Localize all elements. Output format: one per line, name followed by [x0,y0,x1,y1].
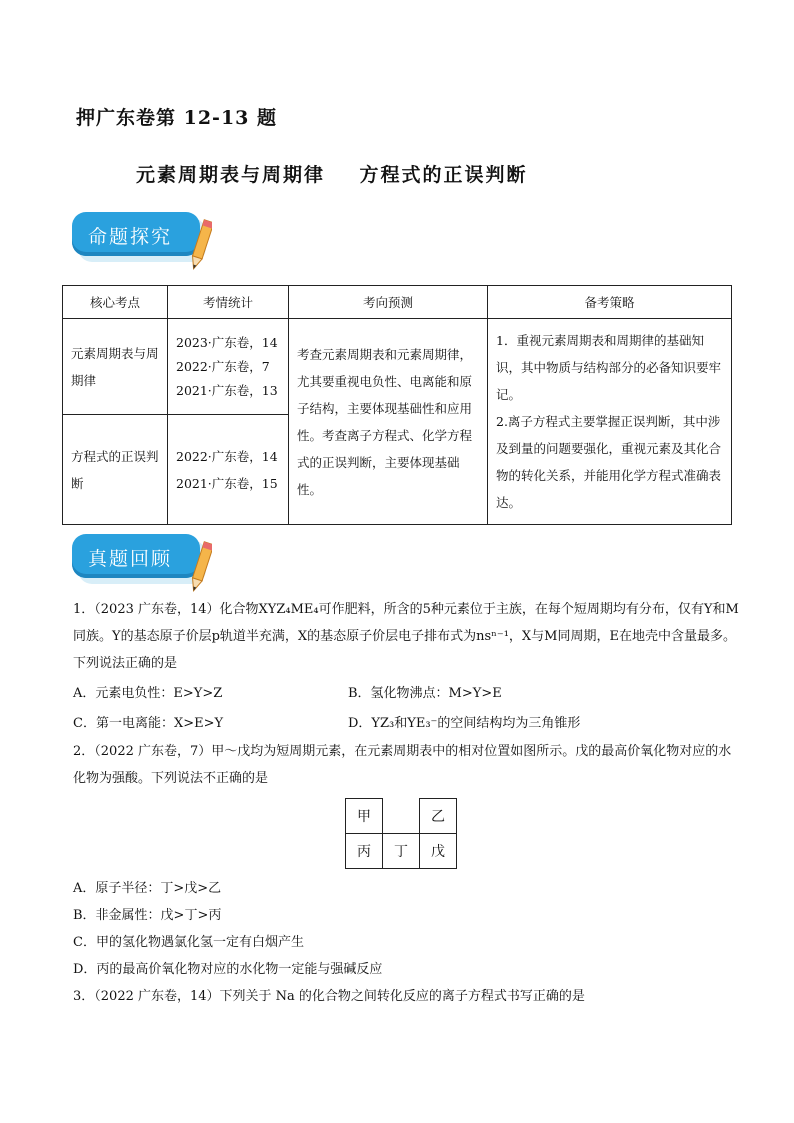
stat-line: 2023·广东卷，14 [176,334,278,350]
pencil-icon [190,540,212,596]
header-cell: 考向预测 [289,286,488,319]
pencil-icon [190,218,212,274]
stat-line: 2021·广东卷，13 [176,382,278,398]
question-2-option-b: B．非金属性：戊>丁>丙 [73,908,222,923]
question-2-stem: 2．（2022 广东卷，7）甲～戊均为短周期元素，在元素周期表中的相对位置如图所示。戊的最高价氧化物对应的水化物为强酸。下列说法不正确的是 [73,744,732,786]
header-cell: 考情统计 [168,286,289,319]
strategy-item: 1．重视元素周期表和周期律的基础知识，其中物质与结构部分的必备知识要牢记。 [496,333,722,402]
stat-line: 2022·广东卷，7 [176,358,270,374]
question-1-option-d: D．YZ₃和YE₃⁻的空间结构均为三角锥形 [348,716,581,731]
grid-cell: 丙 [346,834,383,869]
header-cell: 核心考点 [63,286,168,319]
question-1-option-b: B．氢化物沸点：M>Y>E [348,686,502,701]
prediction-cell: 考查元素周期表和元素周期律，尤其要重视电负性、电离能和原子结构，主要体现基础性和应用性。考查离子方程式、化学方程式的正误判断，主要体现基础性。 [289,319,488,525]
page-subtitle: 元素周期表与周期律 方程式的正误判断 [136,164,528,186]
strategy-item: 2.离子方程式主要掌握正误判断，其中涉及到量的问题要强化，重视元素及其化合物的转化关系，并能用化学方程式准确表达。 [496,414,722,510]
banner-label: 真题回顾 [88,548,173,570]
section-banner-review [72,534,212,586]
periodic-position-grid [345,798,457,869]
question-1-option-a: A．元素电负性：E>Y>Z [73,686,223,701]
question-2-option-c: C．甲的氢化物遇氯化氢一定有白烟产生 [73,935,304,950]
grid-cell: 乙 [420,799,457,834]
question-2-option-d: D．丙的最高价氧化物对应的水化物一定能与强碱反应 [73,962,383,977]
stat-line: 2022·广东卷，14 [176,448,278,464]
question-1-stem: 1．（2023 广东卷，14）化合物XYZ₄ME₄可作肥料，所含的5种元素位于主族，在每个短周期均有分布，仅有Y和M同族。Y的基态原子价层p轨道半充满，X的基态原子价层电子排布式为nsⁿ⁻¹，X与M同周期，E在地壳中含量最多。下列说法正确的是 [73,602,739,671]
question-3-stem: 3．（2022 广东卷，14）下列关于 Na 的化合物之间转化反应的离子方程式书写正确的是 [73,989,585,1004]
topic-cell: 元素周期表与周期律 [63,319,168,415]
stats-cell [168,415,289,525]
banner-label: 命题探究 [88,226,173,248]
header-cell: 备考策略 [488,286,732,319]
grid-cell-empty [383,799,420,834]
grid-cell: 戊 [420,834,457,869]
grid-cell: 甲 [346,799,383,834]
stats-cell [168,319,289,415]
section-banner-explore [72,212,212,264]
grid-cell: 丁 [383,834,420,869]
stat-line: 2021·广东卷，15 [176,475,278,491]
topic-cell: 方程式的正误判断 [63,415,168,525]
question-2-option-a: A．原子半径：丁>戊>乙 [73,881,222,896]
strategy-cell [488,319,732,525]
question-1-option-c: C．第一电离能：X>E>Y [73,716,224,731]
exam-analysis-table [62,285,732,525]
page-title: 押广东卷第 12-13 题 [76,107,277,129]
